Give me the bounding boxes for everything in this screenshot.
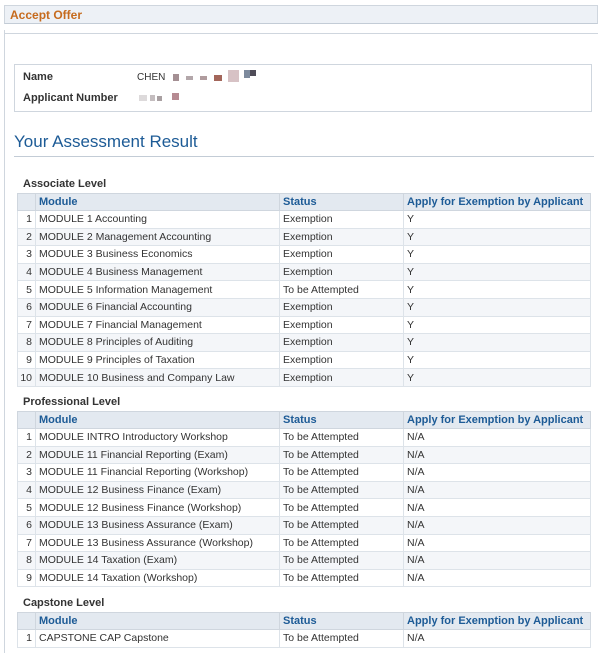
apply-exemption-cell: Y [404,298,591,316]
status-cell: Exemption [280,263,404,281]
module-cell: MODULE 11 Financial Reporting (Exam) [36,446,280,464]
module-cell: MODULE 14 Taxation (Workshop) [36,569,280,587]
status-column-header: Status [280,194,404,211]
table-row [18,211,591,229]
apply-exemption-column-header: Apply for Exemption by Applicant [404,613,591,630]
apply-exemption-cell: N/A [404,429,591,447]
apply-exemption-column-header: Apply for Exemption by Applicant [404,412,591,429]
status-cell: Exemption [280,369,404,387]
module-cell: MODULE 6 Financial Accounting [36,298,280,316]
row-number: 1 [18,211,36,229]
status-cell: To be Attempted [280,569,404,587]
assessment-heading: Your Assessment Result [14,132,198,151]
status-cell: To be Attempted [280,281,404,299]
apply-exemption-cell: N/A [404,552,591,570]
status-column-header: Status [280,613,404,630]
associate-level-label: Associate Level [23,178,107,190]
apply-exemption-cell: Y [404,246,591,264]
row-number-header [18,194,36,211]
module-cell: CAPSTONE CAP Capstone [36,630,280,648]
associate-rows [18,211,591,387]
applicant-info-box [14,64,592,112]
frame-top-rule [4,33,598,34]
table-row [18,316,591,334]
row-number: 4 [18,481,36,499]
apply-exemption-cell: N/A [404,499,591,517]
apply-exemption-cell: Y [404,316,591,334]
module-column-header: Module [36,194,280,211]
module-cell: MODULE 3 Business Economics [36,246,280,264]
apply-exemption-cell: N/A [404,481,591,499]
row-number: 6 [18,516,36,534]
module-cell: MODULE 12 Business Finance (Exam) [36,481,280,499]
table-row [18,246,591,264]
professional-level-table [17,411,591,587]
status-cell: To be Attempted [280,481,404,499]
table-row [18,281,591,299]
table-header-row [18,194,591,211]
apply-exemption-cell: N/A [404,630,591,648]
row-number: 9 [18,569,36,587]
applicant-number-label: Applicant Number [23,92,118,104]
apply-exemption-cell: Y [404,228,591,246]
module-cell: MODULE 8 Principles of Auditing [36,334,280,352]
row-number: 1 [18,429,36,447]
apply-exemption-cell: Y [404,334,591,352]
row-number: 2 [18,446,36,464]
apply-exemption-cell: Y [404,281,591,299]
status-cell: Exemption [280,316,404,334]
apply-exemption-cell: N/A [404,464,591,482]
row-number: 9 [18,351,36,369]
status-cell: Exemption [280,298,404,316]
name-value: CHEN [137,72,166,83]
row-number: 6 [18,298,36,316]
apply-exemption-cell: Y [404,369,591,387]
status-column-header: Status [280,412,404,429]
row-number: 4 [18,263,36,281]
name-label: Name [23,71,53,83]
table-header-row [18,412,591,429]
table-row [18,534,591,552]
status-cell: To be Attempted [280,552,404,570]
module-cell: MODULE 1 Accounting [36,211,280,229]
apply-exemption-cell: N/A [404,569,591,587]
apply-exemption-cell: N/A [404,446,591,464]
table-row [18,569,591,587]
assessment-heading-rule [14,156,594,157]
apply-exemption-cell: N/A [404,534,591,552]
table-row [18,334,591,352]
table-row [18,630,591,648]
module-cell: MODULE 11 Financial Reporting (Workshop) [36,464,280,482]
module-cell: MODULE 13 Business Assurance (Workshop) [36,534,280,552]
table-row [18,499,591,517]
module-cell: MODULE 4 Business Management [36,263,280,281]
associate-level-table [17,193,591,387]
status-cell: To be Attempted [280,499,404,517]
status-cell: To be Attempted [280,446,404,464]
professional-level-label: Professional Level [23,396,121,408]
table-row [18,481,591,499]
table-row [18,429,591,447]
status-cell: Exemption [280,246,404,264]
module-cell: MODULE 5 Information Management [36,281,280,299]
table-row [18,351,591,369]
apply-exemption-column-header: Apply for Exemption by Applicant [404,194,591,211]
row-number: 8 [18,334,36,352]
status-cell: To be Attempted [280,516,404,534]
page-title-bar [4,5,598,24]
module-cell: MODULE 9 Principles of Taxation [36,351,280,369]
professional-rows [18,429,591,587]
row-number: 3 [18,246,36,264]
row-number: 1 [18,630,36,648]
status-cell: Exemption [280,228,404,246]
capstone-level-label: Capstone Level [23,597,105,609]
table-header-row [18,613,591,630]
row-number-header [18,412,36,429]
apply-exemption-cell: Y [404,351,591,369]
table-row [18,263,591,281]
capstone-level-table [17,612,591,648]
status-cell: To be Attempted [280,534,404,552]
table-row [18,369,591,387]
row-number-header [18,613,36,630]
redacted-applicant-number [137,92,187,104]
module-cell: MODULE 10 Business and Company Law [36,369,280,387]
apply-exemption-cell: Y [404,263,591,281]
module-cell: MODULE 2 Management Accounting [36,228,280,246]
status-cell: Exemption [280,351,404,369]
row-number: 8 [18,552,36,570]
apply-exemption-cell: N/A [404,516,591,534]
redacted-name [170,70,260,84]
status-cell: Exemption [280,211,404,229]
module-cell: MODULE INTRO Introductory Workshop [36,429,280,447]
table-row [18,516,591,534]
table-row [18,464,591,482]
capstone-rows [18,630,591,648]
row-number: 2 [18,228,36,246]
module-cell: MODULE 14 Taxation (Exam) [36,552,280,570]
page-title: Accept Offer [10,8,83,22]
module-column-header: Module [36,412,280,429]
status-cell: To be Attempted [280,464,404,482]
row-number: 5 [18,281,36,299]
row-number: 3 [18,464,36,482]
row-number: 7 [18,534,36,552]
row-number: 10 [18,369,36,387]
row-number: 5 [18,499,36,517]
module-cell: MODULE 7 Financial Management [36,316,280,334]
status-cell: To be Attempted [280,429,404,447]
status-cell: Exemption [280,334,404,352]
row-number: 7 [18,316,36,334]
module-column-header: Module [36,613,280,630]
apply-exemption-cell: Y [404,211,591,229]
table-row [18,446,591,464]
frame-left-border [4,30,5,653]
module-cell: MODULE 12 Business Finance (Workshop) [36,499,280,517]
module-cell: MODULE 13 Business Assurance (Exam) [36,516,280,534]
table-row [18,298,591,316]
status-cell: To be Attempted [280,630,404,648]
table-row [18,552,591,570]
table-row [18,228,591,246]
